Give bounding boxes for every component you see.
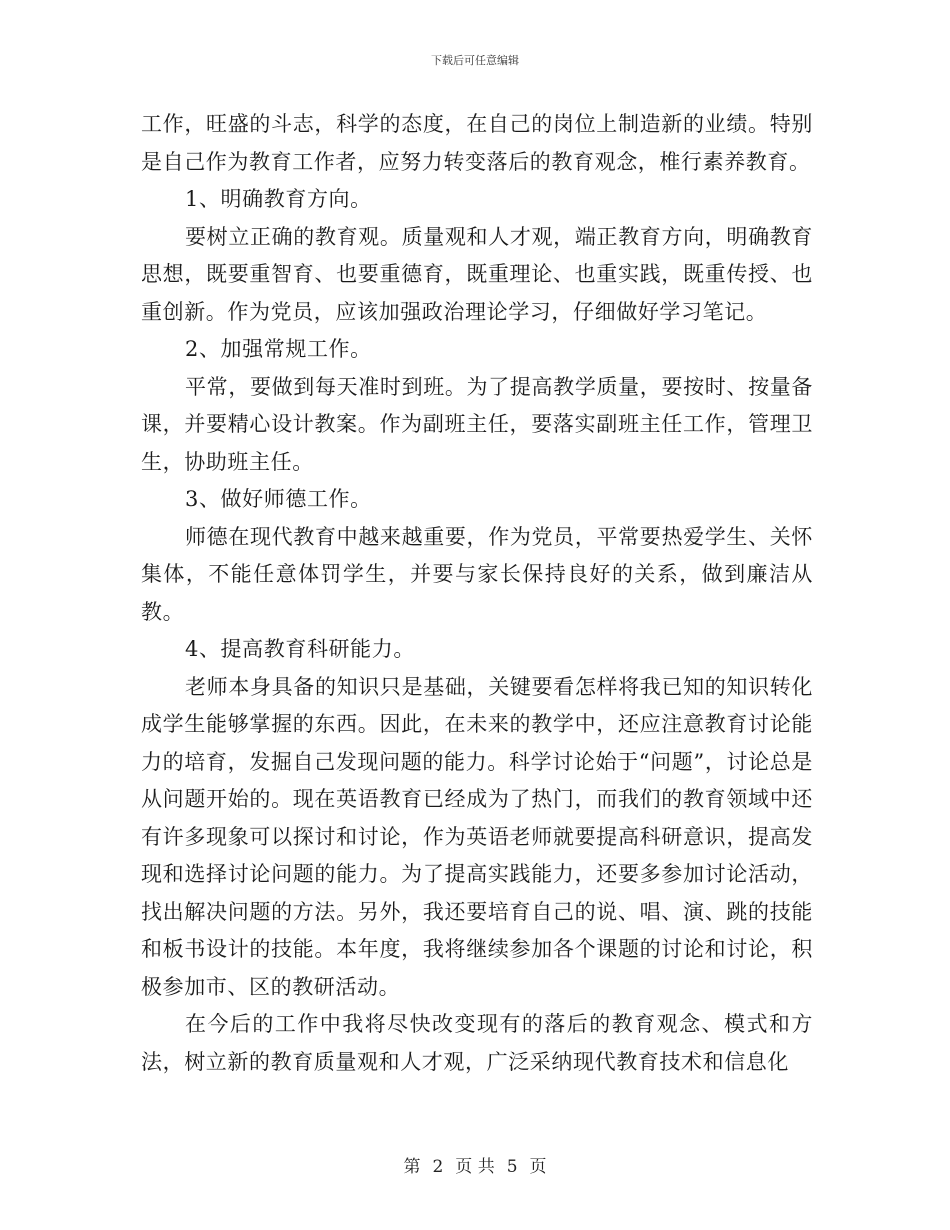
total-pages-number: 5	[506, 1157, 518, 1177]
section-heading-2: 2、加强常规工作。	[185, 337, 372, 361]
paragraph-4: 师德在现代教育中越来越重要，作为党员，平常要热爱学生、关怀集体，不能任意体罚学生，并要与家长保持良好的关系，做到廉洁从教。	[141, 524, 813, 624]
paragraph-1: 工作，旺盛的斗志，科学的态度，在自己的岗位上制造新的业绩。特别是自己作为教育工作者，应努力转变落后的教育观念，椎行素养教育。	[141, 112, 813, 174]
paragraph-2: 要树立正确的教育观。质量观和人才观，端正教育方向，明确教育思想，既要重智育、也要重德育，既重理论、也重实践，既重传授、也重创新。作为党员，应该加强政治理论学习，仔细做好学习笔记。	[141, 224, 813, 324]
section-heading-3: 3、做好师德工作。	[185, 487, 372, 511]
footer-prefix: 第	[403, 1157, 421, 1177]
page-header: 下载后可任意编辑	[431, 54, 519, 67]
paragraph-5: 老师本身具备的知识只是基础，关键要看怎样将我已知的知识转化成学生能够掌握的东西。因此，在未来的教学中，还应注意教育讨论能力的培育，发掘自己发现问题的能力。科学讨论始于“问题”，讨论总是从问题开始的。现在英语教育已经成为了热门，而我们的教育领域中还有许多现象可以探讨和讨论，作为英语老师就要提高科研意识，提高发现和选择讨论问题的能力。为了提高实践能力，还要多参加讨论活动，找出解决问题的方法。另外，我还要培育自己的说、唱、演、跳的技能和板书设计的技能。本年度，我将继续参加各个课题的讨论和讨论，积极参加市、区的教研活动。	[141, 674, 813, 999]
paragraph-6: 在今后的工作中我将尽快改变现有的落后的教育观念、模式和方法，树立新的教育质量观和人才观，广泛采纳现代教育技术和信息化	[141, 1012, 813, 1074]
section-heading-1: 1、明确教育方向。	[185, 187, 372, 211]
section-heading-4: 4、提高教育科研能力。	[185, 637, 415, 661]
document-body	[141, 106, 813, 1081]
footer-middle: 页 共	[455, 1157, 495, 1177]
footer-suffix: 页	[529, 1157, 547, 1177]
paragraph-3: 平常，要做到每天准时到班。为了提高教学质量，要按时、按量备课，并要精心设计教案。作为副班主任，要落实副班主任工作，管理卫生，协助班主任。	[141, 374, 813, 474]
current-page-number: 2	[432, 1157, 444, 1177]
page-footer	[0, 1152, 950, 1177]
